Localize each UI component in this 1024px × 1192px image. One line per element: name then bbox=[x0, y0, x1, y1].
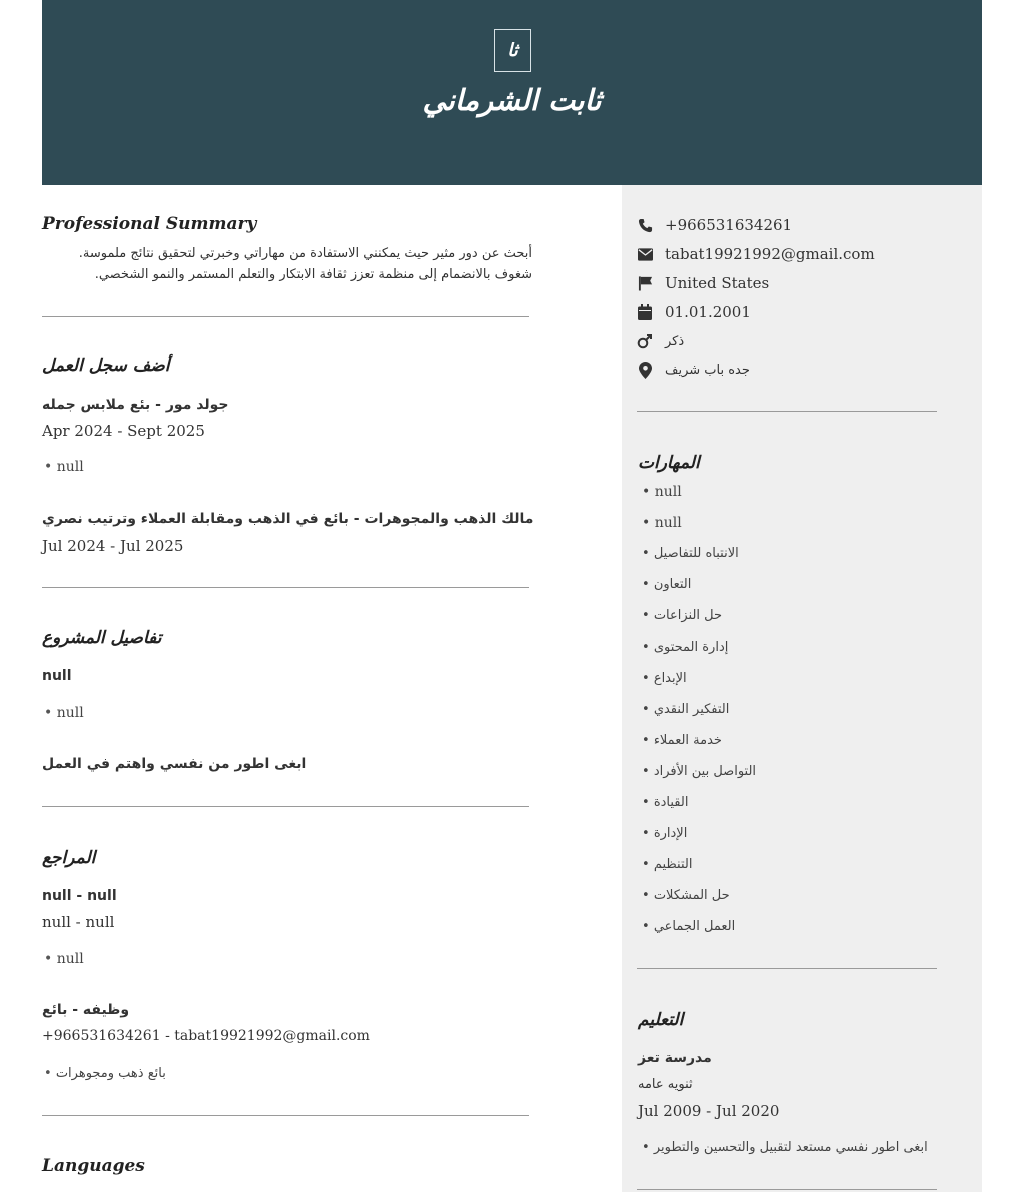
skill-item: • حل النزاعات bbox=[642, 606, 722, 626]
candidate-name: ثابت الشرماني bbox=[422, 83, 602, 117]
skill-item: • الإبداع bbox=[642, 669, 687, 689]
gender-text: ذكر bbox=[665, 333, 685, 349]
project-name: null bbox=[42, 668, 72, 684]
sidebar-divider bbox=[637, 1189, 937, 1190]
education-bullet bbox=[642, 1138, 928, 1158]
reference-1-bullet: • null bbox=[44, 948, 84, 970]
skill-item: • null bbox=[642, 513, 682, 533]
education-bullet-text: ابغى اطور نفسي مستعد لتقبيل والتحسين والتطوير bbox=[653, 1140, 928, 1155]
summary-title: Professional Summary bbox=[42, 214, 257, 234]
education-title: التعليم bbox=[638, 1010, 684, 1030]
skill-item: • العمل الجماعي bbox=[642, 917, 735, 937]
project-details-title: تفاصيل المشروع bbox=[42, 628, 162, 648]
contact-phone bbox=[637, 213, 792, 237]
address-text: جده باب شريف bbox=[665, 362, 750, 378]
skill-item: • null bbox=[642, 482, 682, 502]
contact-dob bbox=[637, 300, 751, 324]
sidebar-divider bbox=[637, 968, 937, 969]
skill-item: • حل المشكلات bbox=[642, 886, 730, 906]
divider bbox=[42, 316, 529, 317]
references-title: المراجع bbox=[42, 848, 96, 868]
contact-gender bbox=[637, 329, 684, 353]
reference-2-sub: +966531634261 - tabat19921992@gmail.com bbox=[42, 1028, 370, 1044]
contact-email bbox=[637, 242, 875, 266]
contact-address bbox=[637, 358, 750, 382]
skill-item: • خدمة العملاء bbox=[642, 731, 722, 751]
email-text: tabat19921992@gmail.com bbox=[665, 245, 875, 263]
reference-2-title: وظيفه - بائع bbox=[42, 1002, 130, 1018]
skill-item: • التفكير النقدي bbox=[642, 700, 729, 720]
phone-icon bbox=[637, 217, 653, 233]
skill-item: • التواصل بين الأفراد bbox=[642, 762, 756, 782]
project-bullet: • null bbox=[44, 702, 84, 724]
reference-2-bullet-text: بائع ذهب ومجوهرات bbox=[55, 1066, 166, 1081]
male-icon bbox=[637, 333, 653, 349]
skill-item: • الانتباه للتفاصيل bbox=[642, 544, 739, 564]
skill-item: • القيادة bbox=[642, 793, 688, 813]
map-pin-icon bbox=[637, 362, 653, 378]
languages-title: Languages bbox=[42, 1156, 145, 1176]
divider bbox=[42, 806, 529, 807]
reference-1-sub: null - null bbox=[42, 913, 115, 931]
contact-country bbox=[637, 271, 769, 295]
project-description: ابغى اطور من نفسي واهتم في العمل bbox=[42, 756, 307, 772]
job-1-title: جولد مور - بئع ملابس جمله bbox=[42, 397, 229, 413]
initials-monogram: ثا bbox=[494, 29, 531, 72]
phone-text: +966531634261 bbox=[665, 216, 793, 234]
divider bbox=[42, 1115, 529, 1116]
sidebar-divider bbox=[637, 411, 937, 412]
education-school: مدرسة تعز bbox=[638, 1050, 712, 1066]
dob-text: 01.01.2001 bbox=[665, 303, 751, 321]
calendar-icon bbox=[637, 304, 653, 320]
skill-item: • الإدارة bbox=[642, 824, 687, 844]
skill-item: • التنظيم bbox=[642, 855, 692, 875]
job-1-dates: Apr 2024 - Sept 2025 bbox=[42, 422, 205, 440]
education-dates: Jul 2009 - Jul 2020 bbox=[638, 1102, 780, 1120]
divider bbox=[42, 587, 529, 588]
summary-line-2: شغوف بالانضمام إلى منظمة تعزز ثقافة الابتكار والتعلم المستمر والنمو الشخصي. bbox=[94, 267, 532, 282]
envelope-icon bbox=[637, 246, 653, 262]
country-text: United States bbox=[665, 274, 770, 292]
education-degree: ثنويه عامه bbox=[638, 1077, 693, 1092]
skills-title: المهارات bbox=[638, 453, 700, 473]
summary-line-1: أبحث عن دور مثير حيث يمكنني الاستفادة من مهاراتي وخبرتي لتحقيق نتائج ملموسة. bbox=[78, 246, 532, 261]
job-2-dates: Jul 2024 - Jul 2025 bbox=[42, 537, 184, 555]
job-2-title: مالك الذهب والمجوهرات - بائع في الذهب ومقابلة العملاء وترتيب نصري bbox=[42, 511, 534, 527]
work-history-title: أضف سجل العمل bbox=[42, 356, 170, 376]
job-1-bullet: • null bbox=[44, 456, 84, 478]
flag-icon bbox=[637, 275, 653, 291]
reference-1-title: null - null bbox=[42, 888, 117, 904]
skill-item: • التعاون bbox=[642, 575, 691, 595]
reference-2-bullet bbox=[44, 1063, 166, 1085]
skill-item: • إدارة المحتوى bbox=[642, 638, 728, 658]
resume-header bbox=[42, 0, 982, 185]
